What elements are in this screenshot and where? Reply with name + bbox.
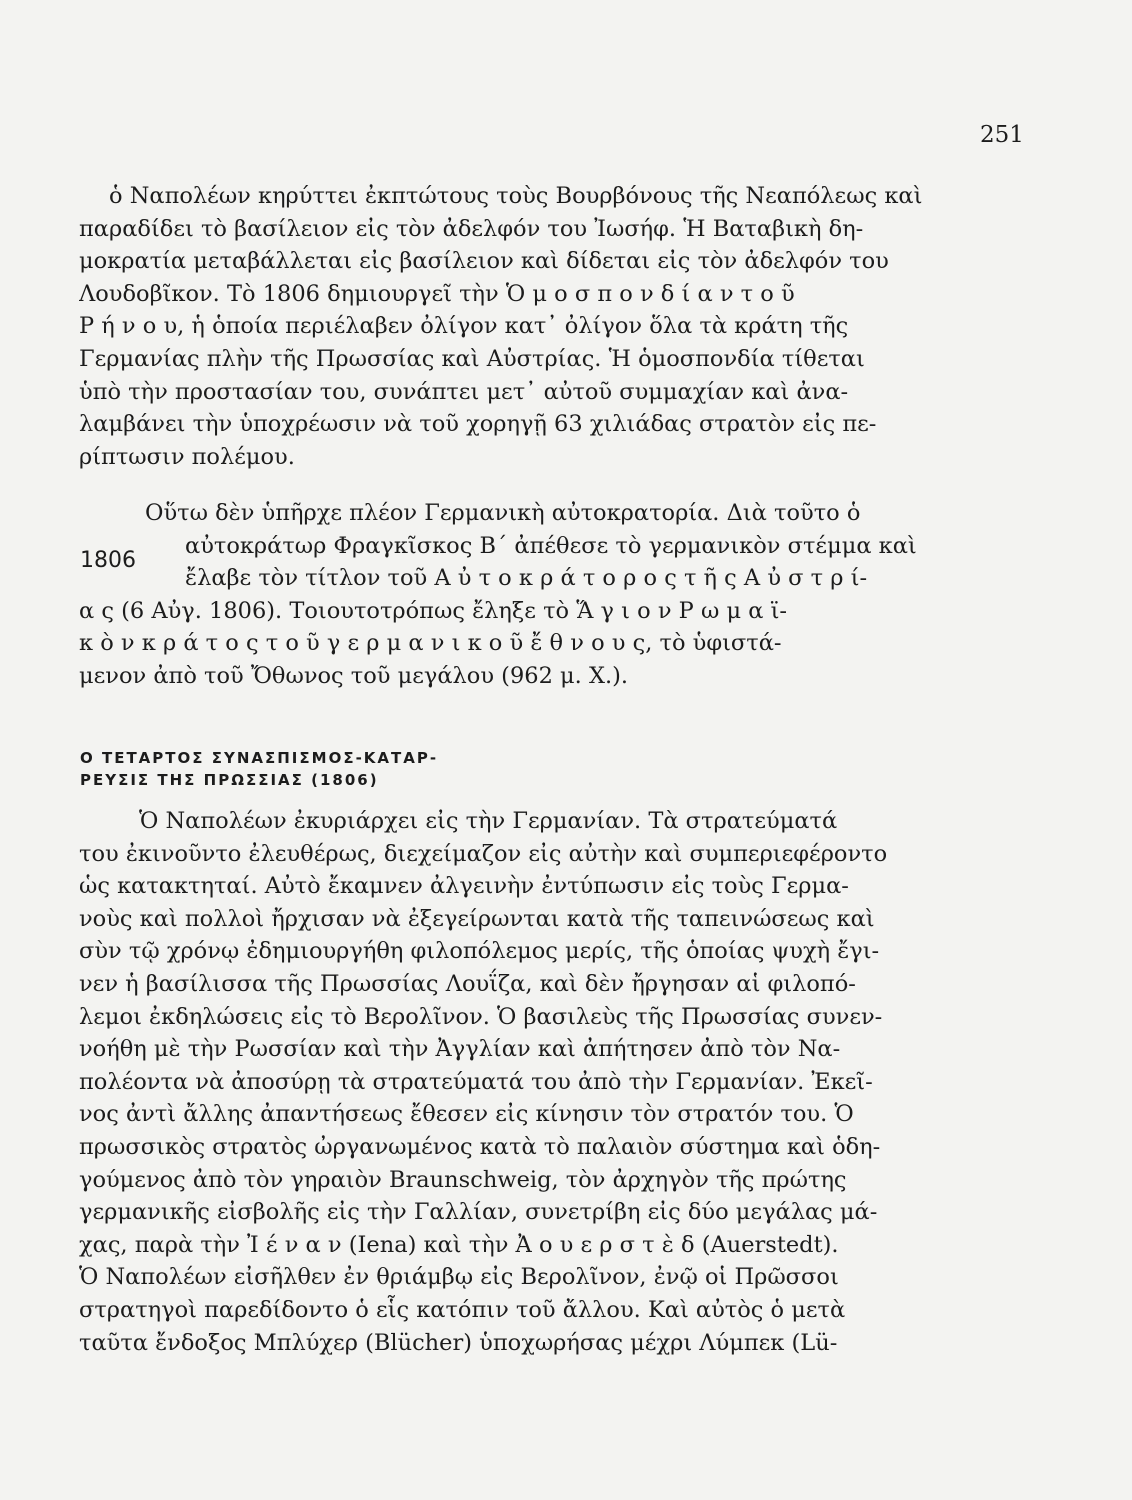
text-line: σὺν τῷ χρόνῳ ἐδημιουργήθη φιλοπόλεμος μερίς, τῆς ὁποίας ψυχὴ ἔγι- xyxy=(79,938,880,965)
paragraph-3 xyxy=(79,805,1029,1359)
text-line: αὐτοκράτωρ Φραγκῖσκος Β΄ ἀπέθεσε τὸ γερμανικὸν στέμμα καὶ xyxy=(185,532,917,559)
text-line: Γερμανίας πλὴν τῆς Πρωσσίας καὶ Αὐστρίας. Ἡ ὁμοσπονδία τίθεται xyxy=(79,345,865,372)
text-line: Ὁ Ναπολέων ἐκυριάρχει εἰς τὴν Γερμανίαν. Τὰ στρατεύματά xyxy=(139,808,838,834)
text-line: μοκρατία μεταβάλλεται εἰς βασίλειον καὶ δίδεται εἰς τὸν ἀδελφόν του xyxy=(79,248,889,275)
margin-year: 1806 xyxy=(80,548,136,573)
text-line: νοὺς καὶ πολλοὶ ἤρχισαν νὰ ἐξεγείρωνται κατὰ τῆς ταπεινώσεως καὶ xyxy=(79,905,875,932)
text-line: του ἐκινοῦντο ἐλευθέρως, διεχείμαζον εἰς αὐτὴν καὶ συμπεριεφέροντο xyxy=(79,840,888,867)
heading-line: ΡΕΥΣΙΣ ΤΗΣ ΠΡΩΣΣΙΑΣ (1806) xyxy=(80,771,379,789)
text-line: Ρ ή ν ο υ, ἡ ὁποία περιέλαβεν ὀλίγον κατ᾿ ὀλίγον ὅλα τὰ κράτη τῆς xyxy=(79,313,849,340)
text-line: πολέοντα νὰ ἀποσύρῃ τὰ στρατεύματά του ἀπὸ τὴν Γερμανίαν. Ἐκεῖ- xyxy=(79,1068,873,1095)
text-line: νεν ἡ βασίλισσα τῆς Πρωσσίας Λουΐζα, καὶ δὲν ἤργησαν αἱ φιλοπό- xyxy=(79,970,856,997)
paragraph-2 xyxy=(79,497,1029,693)
text-line: λαμβάνει τὴν ὑποχρέωσιν νὰ τοῦ χορηγῇ 63 χιλιάδας στρατὸν εἰς πε- xyxy=(79,411,877,438)
text-line: πρωσσικὸς στρατὸς ὠργανωμένος κατὰ τὸ παλαιὸν σύστημα καὶ ὁδη- xyxy=(79,1133,881,1160)
text-line: νοήθη μὲ τὴν Ρωσσίαν καὶ τὴν Ἀγγλίαν καὶ ἀπήτησεν ἀπὸ τὸν Να- xyxy=(79,1036,841,1063)
text-line: α ς (6 Αὐγ. 1806). Τοιουτοτρόπως ἔληξε τὸ Ἅ γ ι ο ν Ρ ω μ α ϊ- xyxy=(79,597,787,624)
text-line: ὡς κατακτηταί. Αὐτὸ ἔκαμνεν ἀλγεινὴν ἐντύπωσιν εἰς τοὺς Γερμα- xyxy=(79,873,849,900)
text-line: ὑπὸ τὴν προστασίαν του, συνάπτει μετ᾿ αὐτοῦ συμμαχίαν καὶ ἀνα- xyxy=(79,378,849,405)
text-line: ρίπτωσιν πολέμου. xyxy=(79,443,295,470)
text-line: γούμενος ἀπὸ τὸν γηραιὸν Braunschweig, τὸν ἀρχηγὸν τῆς πρώτης xyxy=(79,1166,847,1193)
text-line: παραδίδει τὸ βασίλειον εἰς τὸν ἀδελφόν του Ἰωσήφ. Ἡ Βαταβικὴ δη- xyxy=(79,215,864,242)
text-line: μενον ἀπὸ τοῦ Ὄθωνος τοῦ μεγάλου (962 μ. Χ.). xyxy=(79,662,629,689)
text-line: ἔλαβε τὸν τίτλον τοῦ Α ὐ τ ο κ ρ ά τ ο ρ ο ς τ ῆ ς Α ὐ σ τ ρ ί- xyxy=(185,565,868,592)
text-line: λεμοι ἐκδηλώσεις εἰς τὸ Βερολῖνον. Ὁ βασιλεὺς τῆς Πρωσσίας συνεν- xyxy=(79,1003,883,1030)
text-line: ὁ Ναπολέων κηρύττει ἐκπτώτους τοὺς Βουρβόνους τῆς Νεαπόλεως καὶ xyxy=(109,183,923,209)
text-line: νος ἀντὶ ἄλλης ἀπαντήσεως ἔθεσεν εἰς κίνησιν τὸν στρατόν του. Ὁ xyxy=(79,1101,854,1128)
text-line: ταῦτα ἔνδοξος Μπλύχερ (Blücher) ὑποχωρήσας μέχρι Λύμπεκ (Lü- xyxy=(79,1329,838,1356)
text-line: Οὕτω δὲν ὑπῆρχε πλέον Γερμανικὴ αὐτοκρατορία. Διὰ τοῦτο ὁ xyxy=(145,500,861,526)
text-line: Ὁ Ναπολέων εἰσῆλθεν ἐν θριάμβῳ εἰς Βερολῖνον, ἐνῷ οἱ Πρῶσσοι xyxy=(79,1264,839,1291)
text-line: Λουδοβῖκον. Τὸ 1806 δημιουργεῖ τὴν Ὁ μ ο σ π ο ν δ ί α ν τ ο ῦ xyxy=(79,280,795,307)
paragraph-1 xyxy=(79,180,1029,473)
page-number: 251 xyxy=(980,122,1024,148)
text-line: χας, παρὰ τὴν Ἰ έ ν α ν (Iena) καὶ τὴν Ἀ ο υ ε ρ σ τ ὲ δ (Auerstedt). xyxy=(79,1231,839,1258)
text-line: γερμανικῆς εἰσβολῆς εἰς τὴν Γαλλίαν, συνετρίβη εἰς δύο μεγάλας μά- xyxy=(79,1199,878,1226)
section-heading xyxy=(80,747,438,791)
text-line: στρατηγοὶ παρεδίδοντο ὁ εἷς κατόπιν τοῦ ἄλλου. Καὶ αὐτὸς ὁ μετὰ xyxy=(79,1296,846,1323)
text-line: κ ὸ ν κ ρ ά τ ο ς τ ο ῦ γ ε ρ μ α ν ι κ ο ῦ ἔ θ ν ο υ ς, τὸ ὑφιστά- xyxy=(79,630,782,657)
heading-line: Ο ΤΕΤΑΡΤΟΣ ΣΥΝΑΣΠΙΣΜΟΣ-ΚΑΤΑΡ- xyxy=(80,749,439,767)
